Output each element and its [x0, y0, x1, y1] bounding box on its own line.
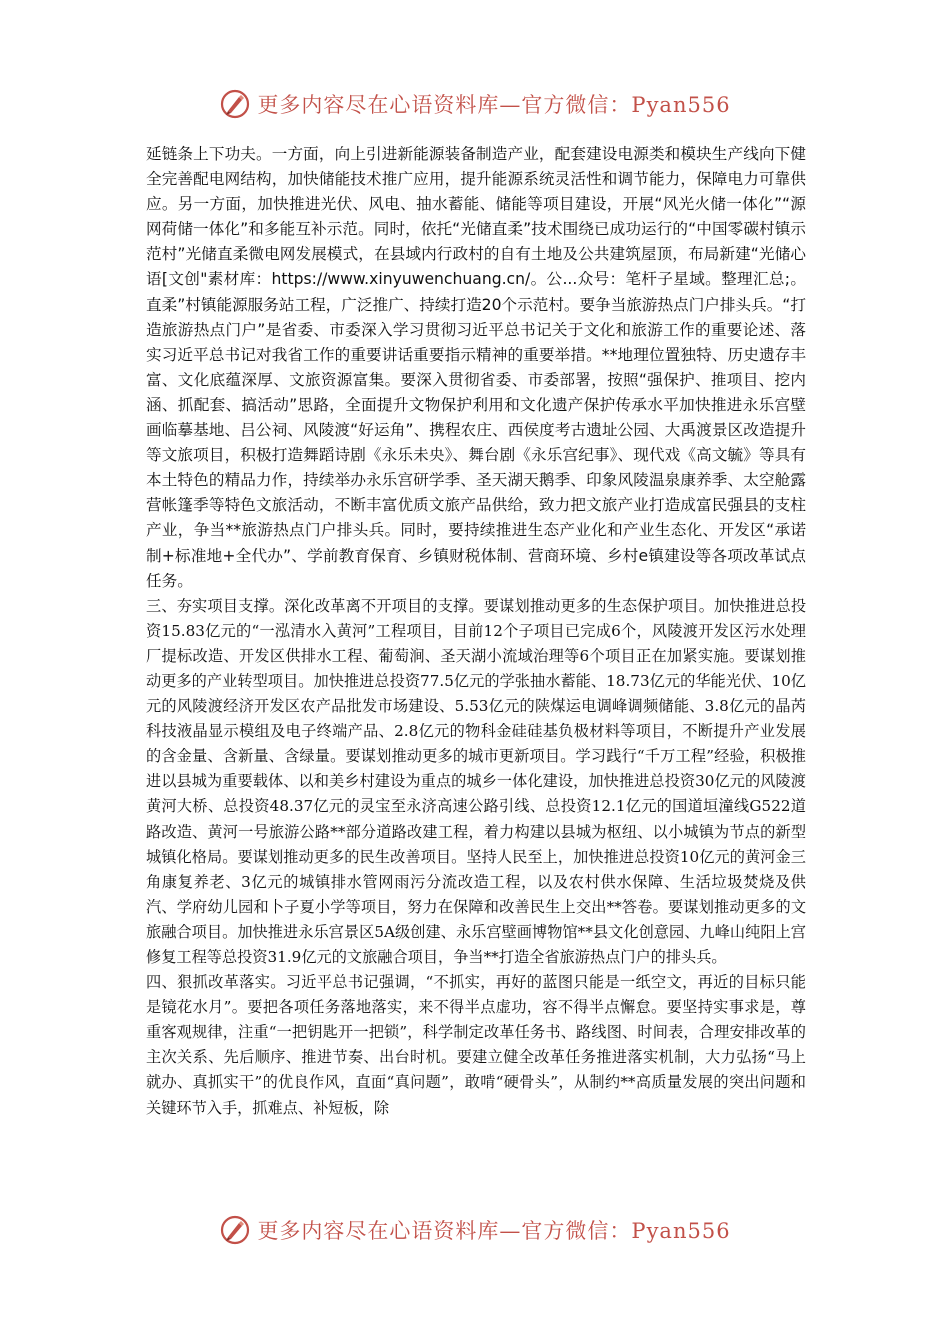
paragraph-reform-implementation: 四、狠抓改革落实。习近平总书记强调，“不抓实，再好的蓝图只能是一纸空文，再近的目标只能是镜花水月”。要把各项任务落地落实，来不得半点虚功，容不得半点懈怠。要坚持实事求是，尊重客观规律，注重“一把钥匙开一把锁”，科学制定改革任务书、路线图、时间表，合理安排改革的主次关系、先后顺序、推进节奏、出台时机。要建立健全改革任务推进落实机制，大力弘扬“马上就办、真抓实干”的优良作风，直面“真问题”，敢啃“硬骨头”，从制约**高质量发展的突出问题和关键环节入手，抓难点、补短板，除	[146, 973, 806, 1117]
header-banner	[0, 82, 950, 126]
footer-banner	[0, 1208, 950, 1252]
paragraph-project-support: 三、夯实项目支撑。深化改革离不开项目的支撑。要谋划推动更多的生态保护项目。加快推进总投资15.83亿元的“一泓清水入黄河”工程项目，目前12个子项目已完成6个，风陵渡开发区污水处理厂提标改造、开发区供排水工程、葡萄涧、圣天湖小流域治理等6个项目正在加紧实施。要谋划推动更多的产业转型项目。加快推进总投资77.5亿元的学张抽水蓄能、18.73亿元的华能光伏、10亿元的风陵渡经济开发区农产品批发市场建设、5.53亿元的陕煤运电调峰调频储能、3.8亿元的晶芮科技液晶显示模组及电子终端产品、2.8亿元的物科金硅硅基负极材料等项目，不断提升产业发展的含金量、含新量、含绿量。要谋划推动更多的城市更新项目。学习践行“千万工程”经验，积极推进以县城为重要载体、以和美乡村建设为重点的城乡一体化建设，加快推进总投资30亿元的风陵渡黄河大桥、总投资48.37亿元的灵宝至永济高速公路引线、总投资12.1亿元的国道垣潼线G522道路改造、黄河一号旅游公路**部分道路改建工程，着力构建以县城为枢纽、以小城镇为节点的新型城镇化格局。要谋划推动更多的民生改善项目。坚持人民至上，加快推进总投资10亿元的黄河金三角康复养老、3亿元的城镇排水管网雨污分流改造工程，以及农村供水保障、生活垃圾焚烧及供汽、学府幼儿园和卜子夏小学等项目，努力在保障和改善民生上交出**答卷。要谋划推动更多的文旅融合项目。加快推进永乐宫景区5A级创建、永乐宫壁画博物馆**县文化创意园、九峰山纯阳上宫修复工程等总投资31.9亿元的文旅融合项目，争当**打造全省旅游热点门户的排头兵。	[146, 596, 806, 966]
paragraph-energy-tourism: 延链条上下功夫。一方面，向上引进新能源装备制造产业，配套建设电源类和模块生产线向下健全完善配电网结构，加快储能技术推广应用，提升能源系统灵活性和调节能力，保障电力可靠供应。另一方面，加快推进光伏、风电、抽水蓄能、储能等项目建设，开展“风光火储一体化”“源网荷储一体化”和多能互补示范。同时，依托“光储直柔”技术围绕已成功运行的“中国零碳村镇示范村”光储直柔微电网发展模式，在县域内行政村的自有土地及公共建筑屋顶，布局新建“光储心语[文创"素材库：https://www.xinyuwenchuang.cn/。公...众号：笔杆子星域。整理汇总;。直柔”村镇能源服务站工程，广泛推广、持续打造20个示范村。要争当旅游热点门户排头兵。“打造旅游热点门户”是省委、市委深入学习贯彻习近平总书记关于文化和旅游工作的重要论述、落实习近平总书记对我省工作的重要讲话重要指示精神的重要举措。**地理位置独特、历史遗存丰富、文化底蕴深厚、文旅资源富集。要深入贯彻省委、市委部署，按照“强保护、推项目、挖内涵、抓配套、搞活动”思路，全面提升文物保护利用和文化遗产保护传承水平加快推进永乐宫壁画临摹基地、吕公祠、风陵渡“好运角”、携程农庄、西侯度考古遗址公园、大禹渡景区改造提升等文旅项目，积极打造舞蹈诗剧《永乐未央》、舞台剧《永乐宫纪事》、现代戏《高文毓》等具有本土特色的精品力作，持续举办永乐宫研学季、圣天湖天鹅季、印象风陵温泉康养季、太空舱露营帐篷季等特色文旅活动，不断丰富优质文旅产品供给，致力把文旅产业打造成富民强县的支柱产业，争当**旅游热点门户排头兵。同时，要持续推进生态产业化和产业生态化、开发区“承诺制+标准地+全代办”、学前教育保育、乡镇财税体制、营商环境、乡村e镇建设等各项改革试点任务。	[146, 145, 806, 590]
pen-logo-icon	[219, 1214, 251, 1246]
pen-logo-icon	[219, 88, 251, 120]
footer-banner-text: 更多内容尽在心语资料库—官方微信：Pyan556	[257, 1219, 731, 1243]
header-banner-text: 更多内容尽在心语资料库—官方微信：Pyan556	[257, 93, 731, 117]
document-body	[146, 142, 806, 1121]
